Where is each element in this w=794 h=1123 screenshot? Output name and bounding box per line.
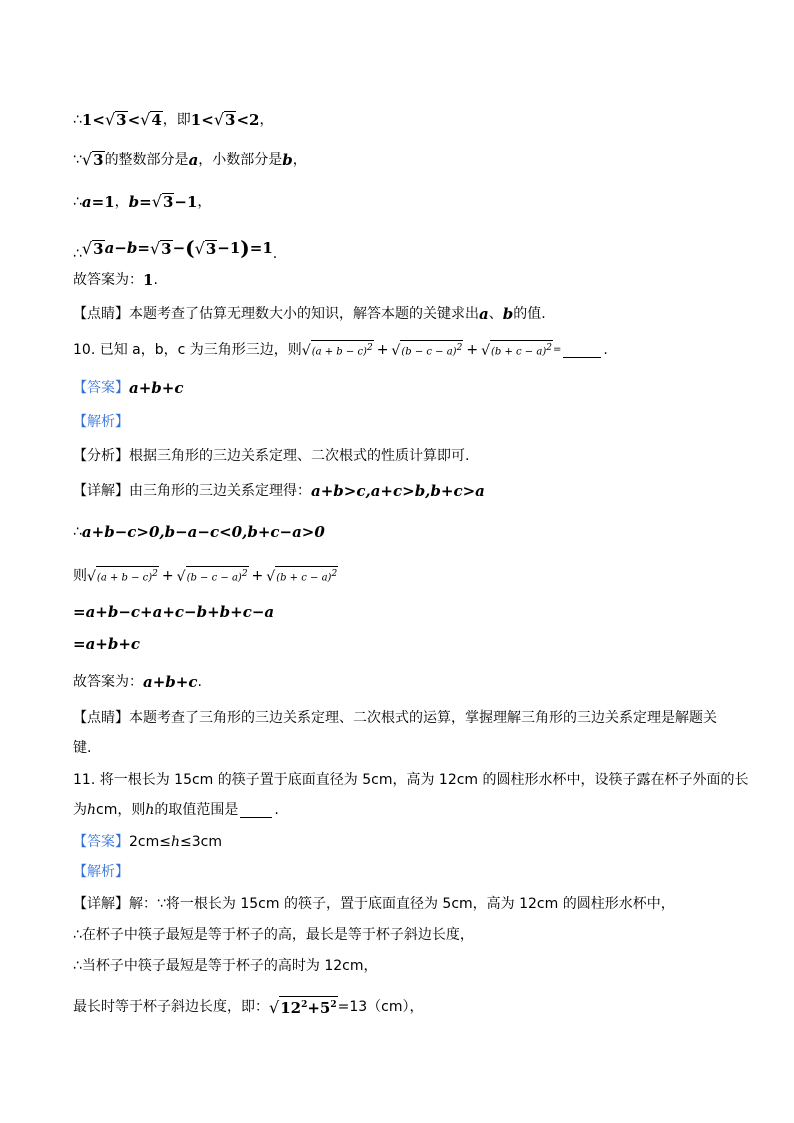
answer-blank[interactable] [563, 343, 601, 358]
q11-detail-1: 【详解】 解：∵将一根长为 15cm 的筷子，置于底面直径为 5cm，高为 12cm 的圆柱形水杯中， [73, 896, 675, 912]
q11-detail-3: ∴当杯子中筷子最短是等于杯子的高时为 12cm， [73, 958, 378, 974]
sqrt-12sq-plus-5sq: √ $12^2+5^2$ [269, 998, 337, 1017]
q10-stem: 10. 已知 a，b，c 为三角形三边，则 √ $(a + b - c)^2$ + √ $(b - c - a)^2$ + √ $(b + c - a)^2$ = . [73, 342, 608, 359]
dianjing-q9: 【点睛】 本题考查了估算无理数大小的知识，解答本题的关键求出 a 、 b 的值. [73, 305, 546, 323]
q11-stem-1: 11. 将一根长为 15cm 的筷子置于底面直径为 5cm，高为 12cm 的圆柱形水杯中，设筷子露在杯子外面的长 [73, 772, 749, 788]
line-inequality-1: ∴ 1< √ 3 < √ 4 ，即 1< √ 3 <2 ， [73, 110, 274, 129]
q10-detail: 【详解】 由三角形的三边关系定理得： a+b>c,a+c>b,b+c>a [73, 482, 485, 500]
answer-blank[interactable] [240, 803, 272, 818]
q10-step-1: =a+b−c+a+c−b+b+c−a [73, 603, 275, 621]
q10-inequalities: ∴ a+b−c>0,b−a−c<0,b+c−a>0 [73, 523, 325, 541]
line-values-ab: ∴ a =1 ， b = √ 3 −1 ， [73, 192, 212, 211]
q10-fenxi: 【分析】 根据三角形的三边关系定理、二次根式的性质计算即可. [73, 448, 470, 464]
q10-analysis-tag: 【解析】 [73, 414, 129, 430]
answer-line-q9: 故答案为： 1 . [73, 271, 158, 289]
q11-stem-2: 为 h cm，则 h 的取值范围是 . [73, 802, 279, 818]
q11-answer: 【答案】 2cm≤ h ≤3cm [73, 834, 222, 850]
q10-answer: 【答案】 a+b+c [73, 379, 184, 397]
q10-ze: 则 √ $(a + b - c)^2$ + √ $(b - c - a)^2$ + √ $(b + c - a)^2$ [73, 568, 338, 585]
q11-detail-2: ∴在杯子中筷子最短是等于杯子的高，最长是等于杯子斜边长度， [73, 927, 474, 943]
q10-answer-line: 故答案为： a+b+c . [73, 673, 202, 691]
line-result-expression: ∴ √ 3 a − b = √ 3 − ( √ 3 −1 ) =1 . [73, 236, 278, 262]
q11-detail-4: 最长时等于杯子斜边长度，即： √ $12^2+5^2$ =13（cm）， [73, 998, 424, 1017]
q10-step-2: =a+b+c [73, 635, 141, 653]
q10-dianjing-cont: 键. [73, 740, 92, 756]
sqrt-4: √ 4 [140, 110, 162, 129]
q10-dianjing: 【点睛】 本题考查了三角形的三边关系定理、二次根式的运算，掌握理解三角形的三边关系定理是解题关 [73, 710, 717, 726]
sqrt-3: √ 3 [104, 110, 127, 129]
line-integer-part: ∵ √ 3 的整数部分是 a ，小数部分是 b ， [73, 150, 307, 169]
q11-analysis-tag: 【解析】 [73, 864, 129, 880]
